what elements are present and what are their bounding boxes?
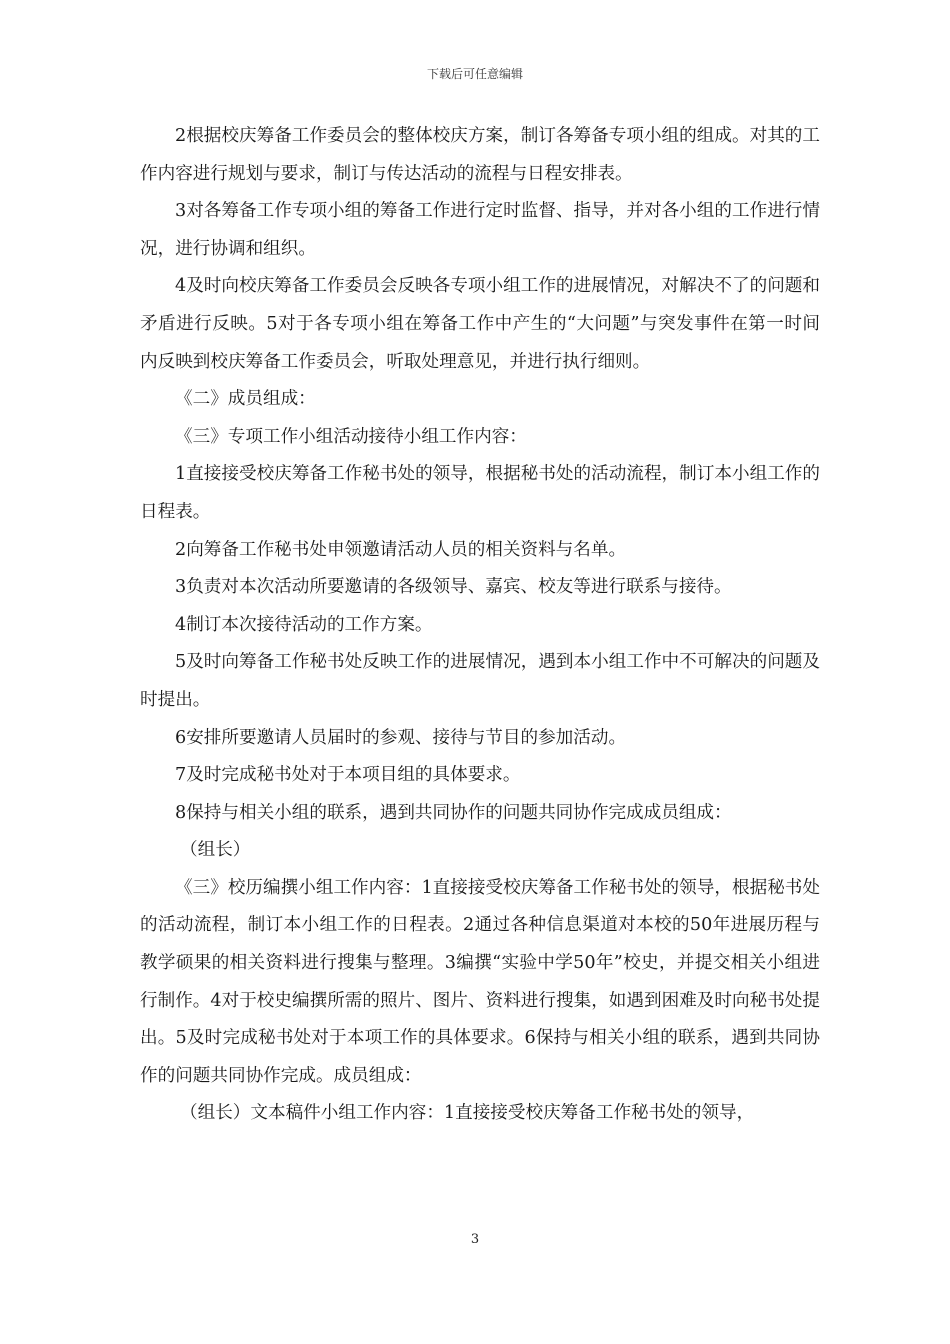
paragraph: 8保持与相关小组的联系，遇到共同协作的问题共同协作完成成员组成： xyxy=(175,802,732,823)
document-body xyxy=(140,118,820,1133)
paragraph: 2向筹备工作秘书处申领邀请活动人员的相关资料与名单。 xyxy=(175,539,627,560)
paragraph: 《三》校历编撰小组工作内容：1直接接受校庆筹备工作秘书处的领导，根据秘书处的活动流程，制订本小组工作的日程表。2通过各种信息渠道对本校的50年进展历程与教学硕果的相关资料进行搜集与整理。3编撰“实验中学50年”校史，并提交相关小组进行制作。4对于校史编撰所需的照片、图片、资料进行搜集，如遇到困难及时向秘书处提出。5及时完成秘书处对于本项工作的具体要求。6保持与相关小组的联系，遇到共同协作的问题共同协作完成。成员组成： xyxy=(140,877,820,1086)
paragraph: 5及时向筹备工作秘书处反映工作的进展情况，遇到本小组工作中不可解决的问题及时提出。 xyxy=(140,652,820,710)
paragraph: 6安排所要邀请人员届时的参观、接待与节目的参加活动。 xyxy=(175,727,627,748)
paragraph: 3负责对本次活动所要邀请的各级领导、嘉宾、校友等进行联系与接待。 xyxy=(175,577,732,598)
paragraph: 4制订本次接待活动的工作方案。 xyxy=(175,614,433,635)
page-number: 3 xyxy=(470,1232,480,1247)
paragraph: 1直接接受校庆筹备工作秘书处的领导，根据秘书处的活动流程，制订本小组工作的日程表。 xyxy=(140,464,820,522)
paragraph: （组长） xyxy=(180,840,251,861)
page-header: 下载后可任意编辑 xyxy=(426,67,523,81)
paragraph: 2根据校庆筹备工作委员会的整体校庆方案，制订各筹备专项小组的组成。对其的工作内容进行规划与要求，制订与传达活动的流程与日程安排表。 xyxy=(140,126,820,184)
paragraph: （组长）文本稿件小组工作内容：1直接接受校庆筹备工作秘书处的领导， xyxy=(180,1103,755,1124)
paragraph: 3对各筹备工作专项小组的筹备工作进行定时监督、指导，并对各小组的工作进行情况，进行协调和组织。 xyxy=(140,201,820,259)
section-heading: 《二》成员组成： xyxy=(175,389,316,410)
paragraph: 4及时向校庆筹备工作委员会反映各专项小组工作的进展情况，对解决不了的问题和矛盾进行反映。5对于各专项小组在筹备工作中产生的“大问题”与突发事件在第一时间内反映到校庆筹备工作委员会，听取处理意见，并进行执行细则。 xyxy=(140,276,820,372)
paragraph: 7及时完成秘书处对于本项目组的具体要求。 xyxy=(175,765,521,786)
section-heading: 《三》专项工作小组活动接待小组工作内容： xyxy=(175,426,527,447)
